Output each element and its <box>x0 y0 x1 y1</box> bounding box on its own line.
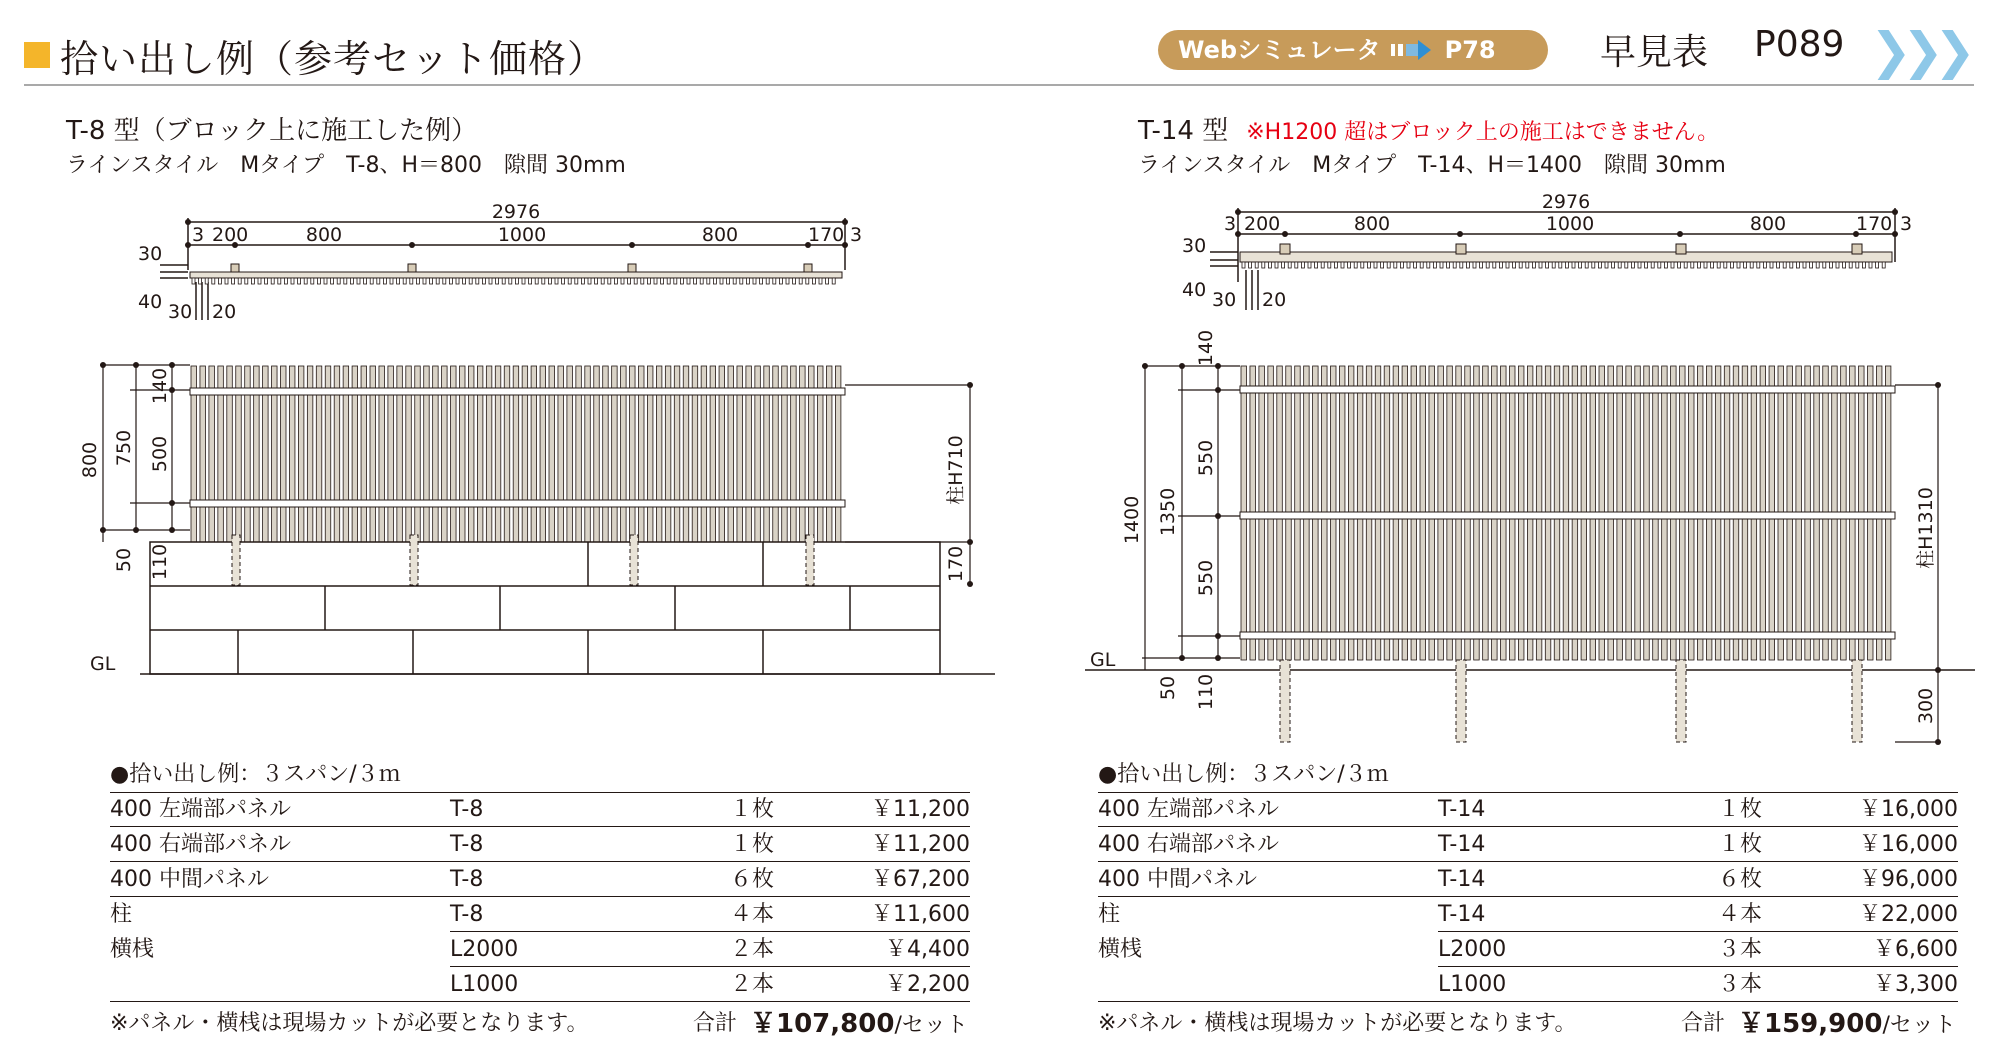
cell-qty: １枚 <box>730 832 775 857</box>
table-row <box>110 967 970 1002</box>
table-row <box>110 932 970 967</box>
page-title: 拾い出し例（参考セット価格） <box>60 37 607 81</box>
cell-name: 400 中間パネル <box>1098 867 1257 892</box>
cell-name: 横桟 <box>1098 937 1143 962</box>
cell-qty: １枚 <box>730 797 775 822</box>
cell-code: L1000 <box>1438 972 1507 997</box>
table-row <box>1098 827 1958 862</box>
cell-code: T-14 <box>1438 832 1486 857</box>
cut-note: ※パネル・横桟は現場カットが必要となります。 <box>1098 1011 1577 1036</box>
svg-text:800: 800 <box>305 224 343 246</box>
cell-qty: ６枚 <box>1718 867 1763 892</box>
svg-text:1400: 1400 <box>1121 495 1143 545</box>
top-view-pickets <box>1242 262 1885 268</box>
left-parts-table <box>110 758 970 1046</box>
svg-text:3: 3 <box>192 224 205 246</box>
svg-text:300: 300 <box>1915 687 1937 725</box>
table-row <box>110 827 970 862</box>
total-row <box>1098 1002 1958 1046</box>
svg-text:500: 500 <box>149 435 171 473</box>
cell-qty: ２本 <box>730 972 775 997</box>
svg-text:50: 50 <box>1157 675 1179 701</box>
svg-text:30: 30 <box>168 301 193 323</box>
svg-text:200: 200 <box>1244 213 1281 235</box>
top-view-pickets <box>192 278 835 284</box>
svg-text:800: 800 <box>1353 213 1391 235</box>
right-parts-table <box>1098 758 1958 1046</box>
svg-text:170: 170 <box>945 545 967 583</box>
right-section-subtitle: ラインスタイル Mタイプ T-14、H＝1400 隙間 30mm <box>1138 153 1726 178</box>
cut-note: ※パネル・横桟は現場カットが必要となります。 <box>110 1011 589 1036</box>
svg-text:30: 30 <box>1182 235 1207 257</box>
svg-text:20: 20 <box>1262 289 1287 311</box>
table-row <box>1098 792 1958 827</box>
table-row <box>110 792 970 827</box>
table-row <box>1098 897 1958 932</box>
svg-text:1000: 1000 <box>497 224 547 246</box>
cell-price: ￥4,400 <box>885 937 970 962</box>
total-price: ￥159,900 <box>1738 1009 1883 1039</box>
total-price: ￥107,800 <box>750 1009 895 1039</box>
left-section-subtitle: ラインスタイル Mタイプ T-8、H＝800 隙間 30mm <box>66 153 626 178</box>
cell-name: 400 中間パネル <box>110 867 269 892</box>
cell-code: T-8 <box>450 867 484 892</box>
cell-price: ￥11,600 <box>871 902 970 927</box>
cell-price: ￥11,200 <box>871 832 970 857</box>
quick-reference-label: 早見表 <box>1600 32 1709 73</box>
svg-text:170: 170 <box>1856 213 1893 235</box>
total-unit: /セット <box>1882 1013 1956 1038</box>
svg-text:3: 3 <box>1900 213 1913 235</box>
warning-note: ※H1200 超はブロック上の施工はできません。 <box>1246 120 1720 145</box>
svg-text:2976: 2976 <box>1541 191 1591 213</box>
cell-code: T-14 <box>1438 867 1486 892</box>
svg-text:200: 200 <box>212 224 249 246</box>
chevron-right-icon: ❯ <box>1902 22 1944 80</box>
table-row <box>110 897 970 932</box>
svg-text:140: 140 <box>1195 329 1217 367</box>
list-title: ●拾い出し例：３スパン/３ｍ <box>1098 762 1389 787</box>
right-fence-diagram <box>1000 190 2000 750</box>
svg-text:30: 30 <box>1212 289 1237 311</box>
svg-text:40: 40 <box>1182 279 1207 301</box>
cell-code: T-14 <box>1438 797 1486 822</box>
svg-text:20: 20 <box>212 301 237 323</box>
cell-code: L1000 <box>450 972 519 997</box>
table-row <box>1098 932 1958 967</box>
table-row <box>110 862 970 897</box>
chevron-right-icon: ❯ <box>1870 22 1912 80</box>
svg-text:1350: 1350 <box>1157 487 1179 537</box>
cell-name: 400 右端部パネル <box>110 832 291 857</box>
left-section-title: T-8 型（ブロック上に施工した例） <box>66 116 478 146</box>
total-unit: /セット <box>894 1013 968 1038</box>
svg-text:2976: 2976 <box>491 201 541 223</box>
svg-text:1000: 1000 <box>1545 213 1595 235</box>
svg-text:800: 800 <box>79 441 101 479</box>
cell-qty: ４本 <box>1718 902 1763 927</box>
chevron-right-icon: ❯ <box>1934 22 1976 80</box>
svg-text:110: 110 <box>149 543 171 581</box>
table-row <box>1098 862 1958 897</box>
svg-text:柱H1310: 柱H1310 <box>1915 487 1937 569</box>
cell-price: ￥3,300 <box>1873 972 1958 997</box>
cell-qty: １枚 <box>1718 797 1763 822</box>
cell-name: 柱 <box>110 902 133 927</box>
table-row <box>1098 967 1958 1002</box>
cell-name: 柱 <box>1098 902 1121 927</box>
cell-code: T-14 <box>1438 902 1486 927</box>
cell-qty: ６枚 <box>730 867 775 892</box>
total-label: 合計 <box>1681 1011 1726 1036</box>
cell-qty: ４本 <box>730 902 775 927</box>
list-title: ●拾い出し例：３スパン/３ｍ <box>110 762 401 787</box>
svg-text:550: 550 <box>1195 559 1217 597</box>
cell-qty: ２本 <box>730 937 775 962</box>
cell-qty: ３本 <box>1718 937 1763 962</box>
header-rule <box>24 84 1974 86</box>
svg-text:800: 800 <box>701 224 739 246</box>
total-label: 合計 <box>693 1011 738 1036</box>
web-simulator-link[interactable] <box>1158 30 1548 70</box>
cell-name: 400 左端部パネル <box>110 797 291 822</box>
cell-price: ￥16,000 <box>1859 797 1958 822</box>
svg-text:40: 40 <box>138 291 163 313</box>
arrow-right-icon <box>1391 40 1437 60</box>
web-simulator-label: Webシミュレータ <box>1178 36 1381 64</box>
cell-code: T-8 <box>450 832 484 857</box>
page-number: P089 <box>1754 24 1845 65</box>
svg-text:50: 50 <box>113 547 135 573</box>
svg-text:750: 750 <box>113 429 135 467</box>
cell-price: ￥67,200 <box>871 867 970 892</box>
cell-name: 400 右端部パネル <box>1098 832 1279 857</box>
svg-text:170: 170 <box>808 224 845 246</box>
cell-name: 400 左端部パネル <box>1098 797 1279 822</box>
cell-qty: ３本 <box>1718 972 1763 997</box>
web-simulator-page: P78 <box>1444 36 1496 64</box>
svg-text:3: 3 <box>1224 213 1237 235</box>
svg-text:GL: GL <box>1090 649 1116 671</box>
cell-name: 横桟 <box>110 937 155 962</box>
right-section-title: T-14 型 ※H1200 超はブロック上の施工はできません。 <box>1138 116 1720 146</box>
cell-price: ￥11,200 <box>871 797 970 822</box>
svg-text:柱H710: 柱H710 <box>945 435 967 505</box>
cell-price: ￥16,000 <box>1859 832 1958 857</box>
svg-text:GL: GL <box>90 653 116 675</box>
cell-price: ￥22,000 <box>1859 902 1958 927</box>
svg-text:110: 110 <box>1195 673 1217 711</box>
cell-code: T-8 <box>450 902 484 927</box>
cell-qty: １枚 <box>1718 832 1763 857</box>
svg-text:3: 3 <box>850 224 863 246</box>
cell-price: ￥96,000 <box>1859 867 1958 892</box>
cell-price: ￥6,600 <box>1873 937 1958 962</box>
cell-code: L2000 <box>450 937 519 962</box>
section-marker <box>24 42 50 68</box>
svg-text:800: 800 <box>1749 213 1787 235</box>
cell-code: T-8 <box>450 797 484 822</box>
svg-text:550: 550 <box>1195 439 1217 477</box>
total-row <box>110 1002 970 1046</box>
svg-text:140: 140 <box>149 367 171 405</box>
cell-price: ￥2,200 <box>885 972 970 997</box>
cell-code: L2000 <box>1438 937 1507 962</box>
svg-text:30: 30 <box>138 243 163 265</box>
left-fence-diagram <box>0 190 1000 690</box>
